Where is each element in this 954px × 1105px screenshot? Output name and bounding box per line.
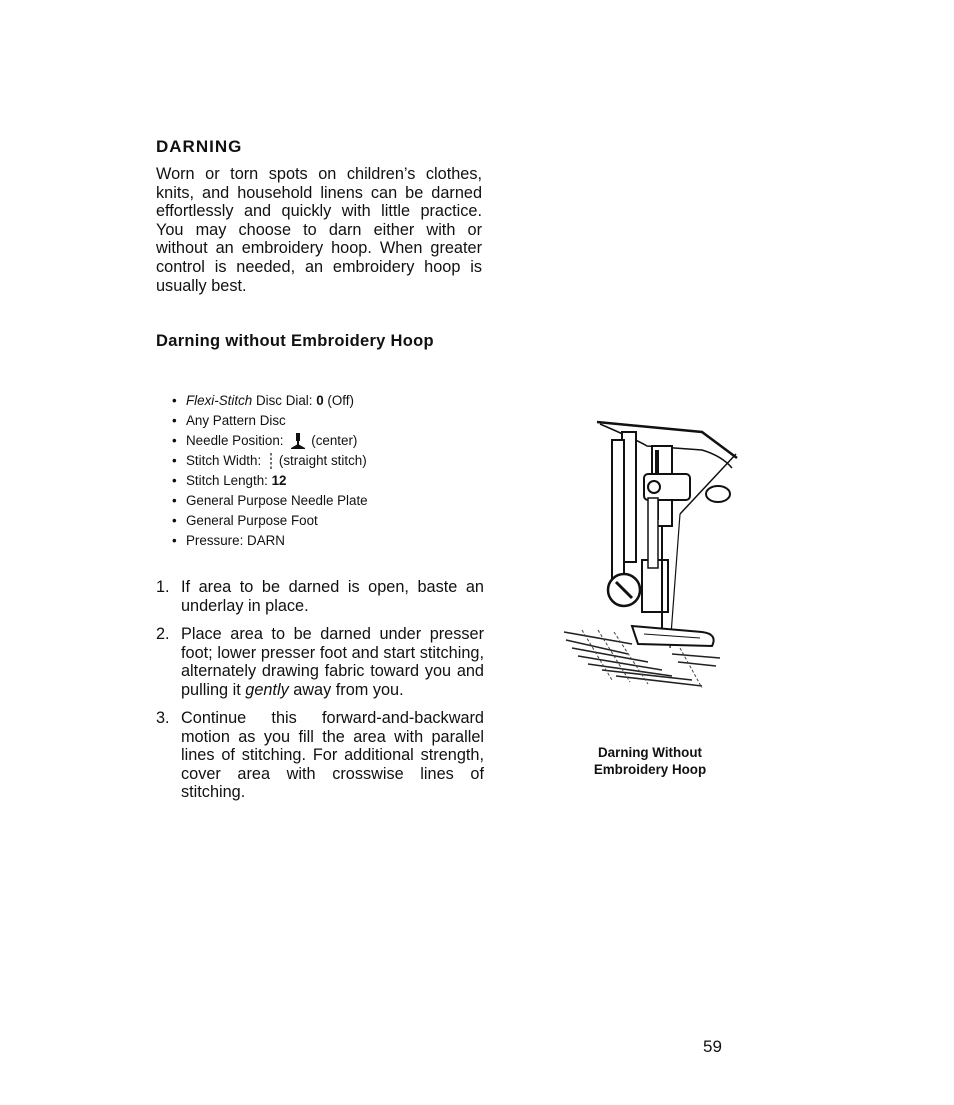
setting-stitch-length: • Stitch Length: 12 — [172, 473, 287, 488]
needle-center-icon — [290, 432, 306, 450]
step-item: 2. Place area to be darned under presser foot; lower presser foot and start stitching, alternately drawing fabric toward you and pulling it gently away from you. — [156, 625, 484, 699]
step-item: 3. Continue this forward-and-backward motion as you fill the area with parallel lines of stitching. For additional strength, cover area with crosswise lines of stitching. — [156, 709, 484, 801]
setting-flexi-stitch: • Flexi-Stitch Disc Dial: 0 (Off) — [172, 393, 354, 408]
straight-stitch-icon — [268, 452, 274, 470]
page-number: 59 — [703, 1037, 722, 1056]
settings-list — [172, 391, 368, 551]
section-title: DARNING — [156, 137, 243, 156]
setting-foot: • General Purpose Foot — [172, 513, 318, 528]
sewing-machine-darning-icon — [552, 410, 752, 700]
figure-caption: Darning Without Embroidery Hoop — [593, 745, 707, 777]
steps-list — [156, 578, 484, 812]
step-item: 1. If area to be darned is open, baste an underlay in place. — [156, 578, 484, 615]
setting-pattern-disc: • Any Pattern Disc — [172, 413, 286, 428]
setting-pressure: • Pressure: DARN — [172, 533, 285, 548]
intro-paragraph: Worn or torn spots on children’s clothes, knits, and household linens can be darned effortlessly and quickly with little practice. You may choose to darn either with or without an embroidery hoop. When greater control is needed, an embroidery hoop is usually best. — [156, 165, 482, 295]
setting-needle-plate: • General Purpose Needle Plate — [172, 493, 368, 508]
setting-stitch-width: • Stitch Width: (straight stitch) — [172, 451, 368, 471]
subsection-title: Darning without Embroidery Hoop — [156, 332, 434, 350]
setting-needle-position: • Needle Position: (center) — [172, 431, 368, 451]
